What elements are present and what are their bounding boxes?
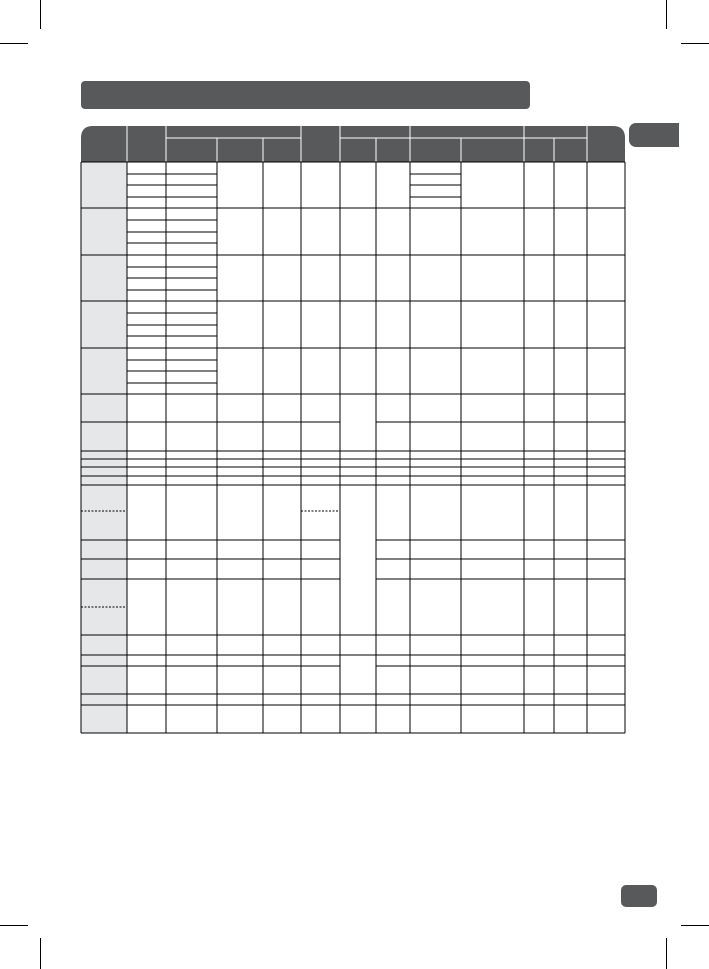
first-column-bg [81, 162, 127, 733]
table-header-bg [81, 126, 625, 162]
